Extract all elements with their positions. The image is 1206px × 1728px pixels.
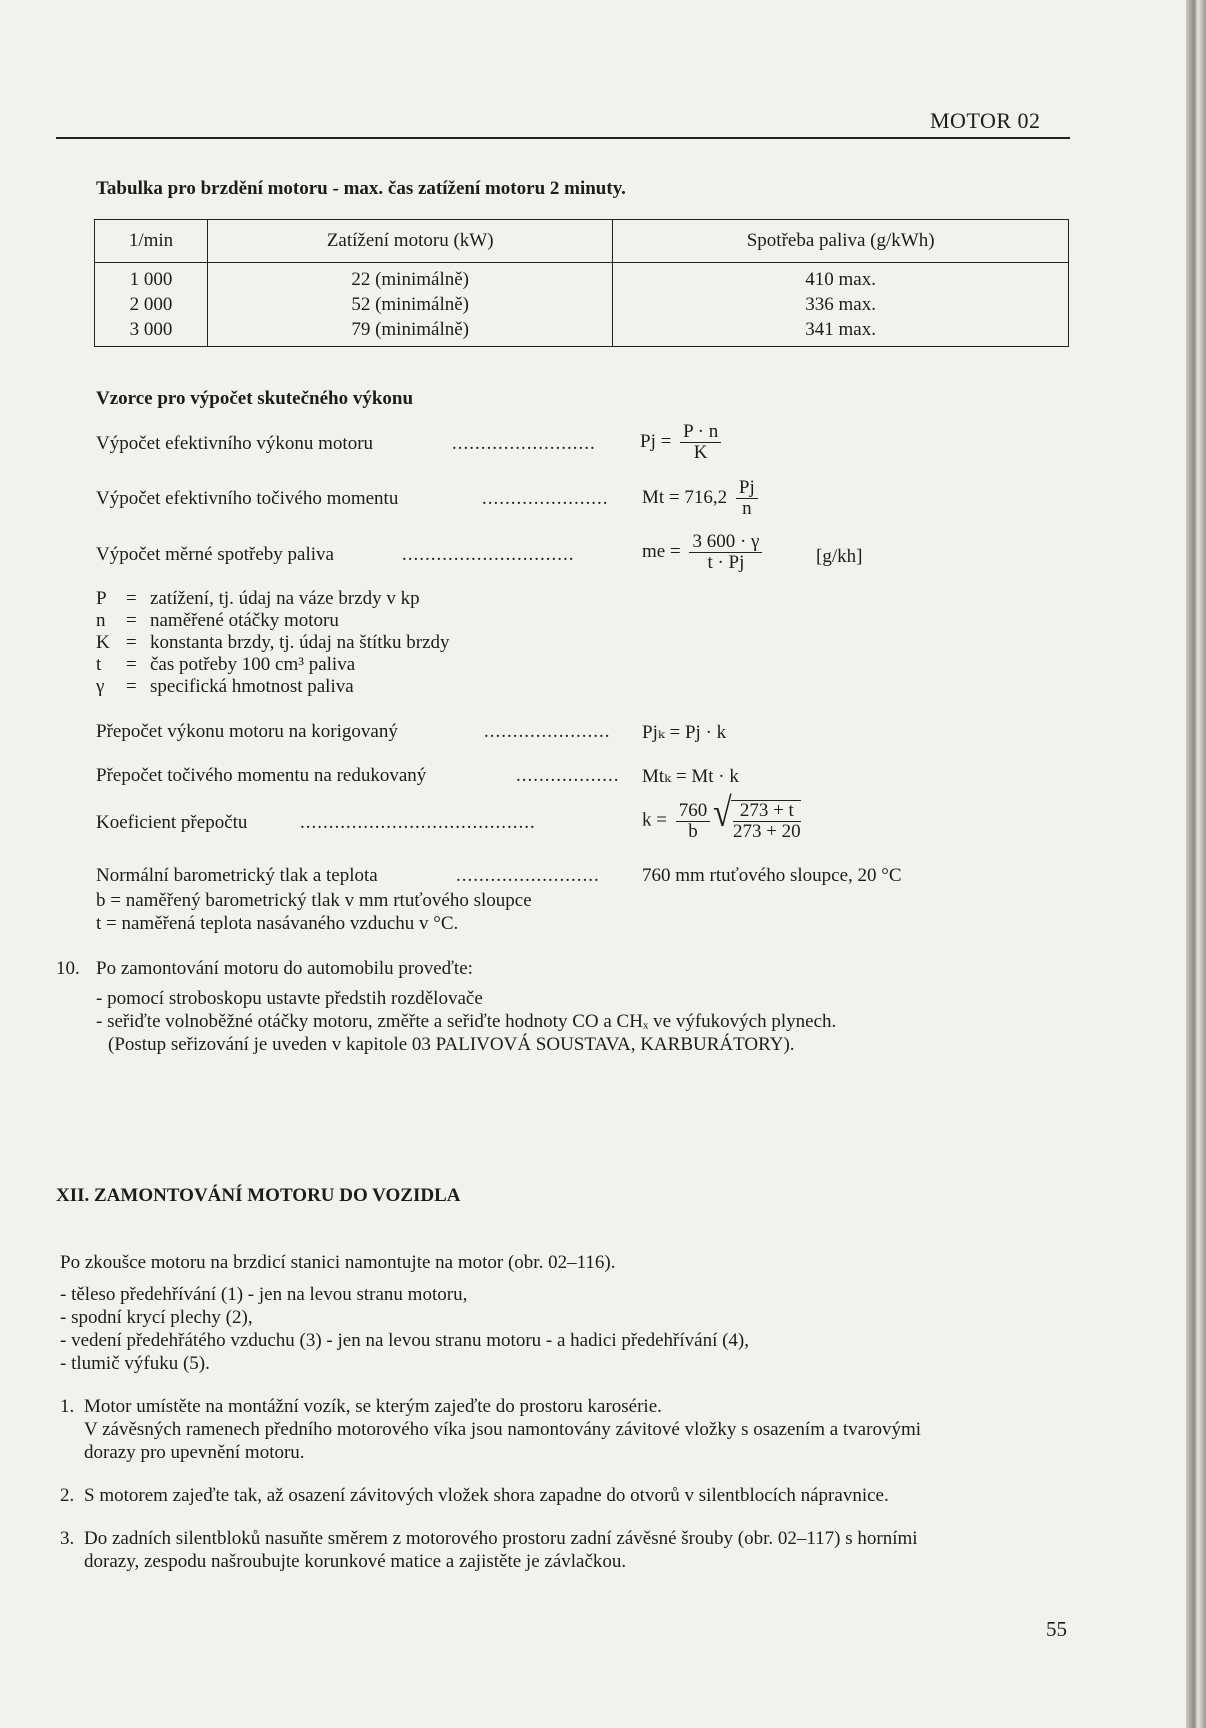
- step-line: S motorem zajeďte tak, až osazení závitových vložek shora zapadne do otvorů v silentblocích nápravnice.: [84, 1485, 889, 1506]
- header-rule: [56, 137, 1070, 139]
- definition-row: [96, 632, 450, 654]
- book-edge: [1186, 0, 1206, 1728]
- t-definition: t = naměřená teplota nasávaného vzduchu v °C.: [96, 913, 459, 934]
- table-cell: 52 (minimálně): [351, 294, 469, 315]
- definition-row: [96, 610, 450, 632]
- load-cells: [208, 263, 613, 347]
- square-root: [731, 800, 801, 842]
- def-symbol: γ: [96, 676, 105, 697]
- formula-label-normal-pressure: Normální barometrický tlak a teplota: [96, 865, 378, 886]
- step-item: (Postup seřizování je uveden v kapitole 03 PALIVOVÁ SOUSTAVA, KARBURÁTORY).: [108, 1034, 795, 1055]
- fraction: [689, 532, 762, 573]
- formula-label-reduced-torque: Přepočet točivého momentu na redukovaný: [96, 765, 427, 786]
- def-eq: =: [126, 588, 137, 609]
- list-item: - tlumič výfuku (5).: [60, 1353, 210, 1374]
- table-title: Tabulka pro brzdění motoru - max. čas zatížení motoru 2 minuty.: [96, 178, 626, 199]
- def-eq: =: [126, 654, 137, 675]
- fraction: [733, 801, 801, 842]
- leader-dots: .........................: [452, 433, 596, 454]
- definition-row: [96, 654, 450, 676]
- formula-label-torque: Výpočet efektivního točivého momentu: [96, 488, 399, 509]
- def-symbol: P: [96, 588, 107, 609]
- def-text: naměřené otáčky motoru: [150, 610, 339, 631]
- def-text: čas potřeby 100 cm³ paliva: [150, 654, 356, 675]
- numerator: Pj: [736, 478, 758, 499]
- leader-dots: ..................: [516, 765, 620, 786]
- def-eq: =: [126, 676, 137, 697]
- formula-lhs: Pj =: [640, 430, 672, 452]
- formula-unit: [g/kh]: [816, 546, 863, 567]
- consumption-cells: [613, 263, 1069, 347]
- numerator: √ 273 + t: [733, 801, 801, 822]
- def-text: zatížení, tj. údaj na váze brzdy v kp: [150, 588, 420, 609]
- step-number: 10.: [56, 958, 80, 979]
- fraction: [680, 422, 721, 463]
- denominator: b: [688, 820, 698, 842]
- table-cell: 410 max.: [805, 269, 876, 290]
- step-line: dorazy pro upevnění motoru.: [84, 1442, 305, 1463]
- step-line: dorazy, zespodu našroubujte korunkové matice a zajistěte je závlačkou.: [84, 1551, 627, 1572]
- formula-effective-power: [640, 422, 721, 463]
- table-cell: 2 000: [129, 294, 173, 315]
- def-eq: =: [126, 632, 137, 653]
- col-header-consumption: Spotřeba paliva (g/kWh): [613, 220, 1069, 263]
- numerator: P · n: [680, 422, 721, 443]
- step-text: Po zamontování motoru do automobilu proveďte:: [96, 958, 473, 979]
- formula-reduced-torque: Mtₖ = Mt · k: [642, 766, 739, 787]
- leader-dots: .........................: [456, 865, 600, 886]
- section-intro: Po zkoušce motoru na brzdicí stanici namontujte na motor (obr. 02–116).: [60, 1252, 616, 1273]
- formula-normal-pressure: 760 mm rtuťového sloupce, 20 °C: [642, 865, 902, 886]
- list-item: - vedení předehřátého vzduchu (3) - jen na levou stranu motoru - a hadici předehřívání (4),: [60, 1330, 750, 1351]
- formula-corrected-power: Pjₖ = Pj · k: [642, 722, 727, 743]
- formula-coefficient: [642, 800, 801, 842]
- step-number: 2.: [60, 1485, 75, 1506]
- definition-row: [96, 676, 450, 698]
- formulas-title: Vzorce pro výpočet skutečného výkonu: [96, 388, 414, 409]
- col-header-rpm: 1/min: [95, 220, 208, 263]
- step-item: - pomocí stroboskopu ustavte předstih rozdělovače: [96, 988, 483, 1009]
- section-header: MOTOR 02: [930, 108, 1041, 133]
- leader-dots: ..............................: [402, 544, 575, 565]
- denominator: t · Pj: [707, 552, 745, 573]
- table-body-row: [95, 263, 1069, 347]
- formula-lhs: me =: [642, 540, 681, 562]
- step-item: - seřiďte volnoběžné otáčky motoru, změřte a seřiďte hodnoty CO a CHₓ ve výfukových plynech.: [96, 1011, 837, 1032]
- numerator: 3 600 · γ: [689, 532, 762, 553]
- denominator: n: [742, 498, 752, 519]
- table-cell: 79 (minimálně): [351, 319, 469, 340]
- table-header-row: [95, 220, 1069, 263]
- formula-torque: [642, 478, 758, 519]
- page-number: 55: [1046, 1617, 1067, 1641]
- leader-dots: ......................: [482, 488, 609, 509]
- b-definition: b = naměřený barometrický tlak v mm rtuťového sloupce: [96, 890, 532, 911]
- rpm-cells: [95, 263, 208, 347]
- leader-dots: ......................: [484, 721, 611, 742]
- table-cell: 341 max.: [805, 319, 876, 340]
- brake-table: [94, 219, 1069, 347]
- def-eq: =: [126, 610, 137, 631]
- formula-label-coefficient: Koeficient přepočtu: [96, 812, 248, 833]
- table-cell: 336 max.: [805, 294, 876, 315]
- fraction: [676, 801, 711, 842]
- list-item: - těleso předehřívání (1) - jen na levou stranu motoru,: [60, 1284, 468, 1305]
- fraction: [736, 478, 758, 519]
- section-title: XII. ZAMONTOVÁNÍ MOTORU DO VOZIDLA: [56, 1185, 461, 1206]
- denominator: 273 + 20: [732, 821, 801, 842]
- formula-specific-consumption: [642, 532, 762, 573]
- def-symbol: t: [96, 654, 102, 675]
- step-number: 3.: [60, 1528, 75, 1549]
- formula-label-effective-power: Výpočet efektivního výkonu motoru: [96, 433, 374, 454]
- table-cell: 22 (minimálně): [351, 269, 469, 290]
- table-cell: 3 000: [129, 319, 173, 340]
- def-text: specifická hmotnost paliva: [150, 676, 354, 697]
- definitions-list: [96, 588, 450, 698]
- def-symbol: n: [96, 610, 106, 631]
- col-header-load: Zatížení motoru (kW): [208, 220, 613, 263]
- numerator: 760: [676, 801, 711, 822]
- formula-label-specific-consumption: Výpočet měrné spotřeby paliva: [96, 544, 334, 565]
- step-number: 1.: [60, 1396, 75, 1417]
- leader-dots: .........................................: [300, 812, 536, 833]
- formula-lhs: Mt = 716,2: [642, 486, 728, 508]
- step-line: Do zadních silentbloků nasuňte směrem z motorového prostoru zadní závěsné šrouby (obr. 02–117) s horními: [84, 1528, 918, 1549]
- definition-row: [96, 588, 450, 610]
- formula-lhs: k =: [642, 809, 667, 831]
- step-line: Motor umístěte na montážní vozík, se kterým zajeďte do prostoru karosérie.: [84, 1396, 662, 1417]
- formula-label-corrected-power: Přepočet výkonu motoru na korigovaný: [96, 721, 398, 742]
- list-item: - spodní krycí plechy (2),: [60, 1307, 253, 1328]
- def-text: konstanta brzdy, tj. údaj na štítku brzdy: [150, 632, 450, 653]
- def-symbol: K: [96, 632, 110, 653]
- denominator: K: [693, 442, 708, 463]
- table-cell: 1 000: [129, 269, 173, 290]
- step-line: V závěsných ramenech předního motorového víka jsou namontovány závitové vložky s osazením a tvarovými: [84, 1419, 922, 1440]
